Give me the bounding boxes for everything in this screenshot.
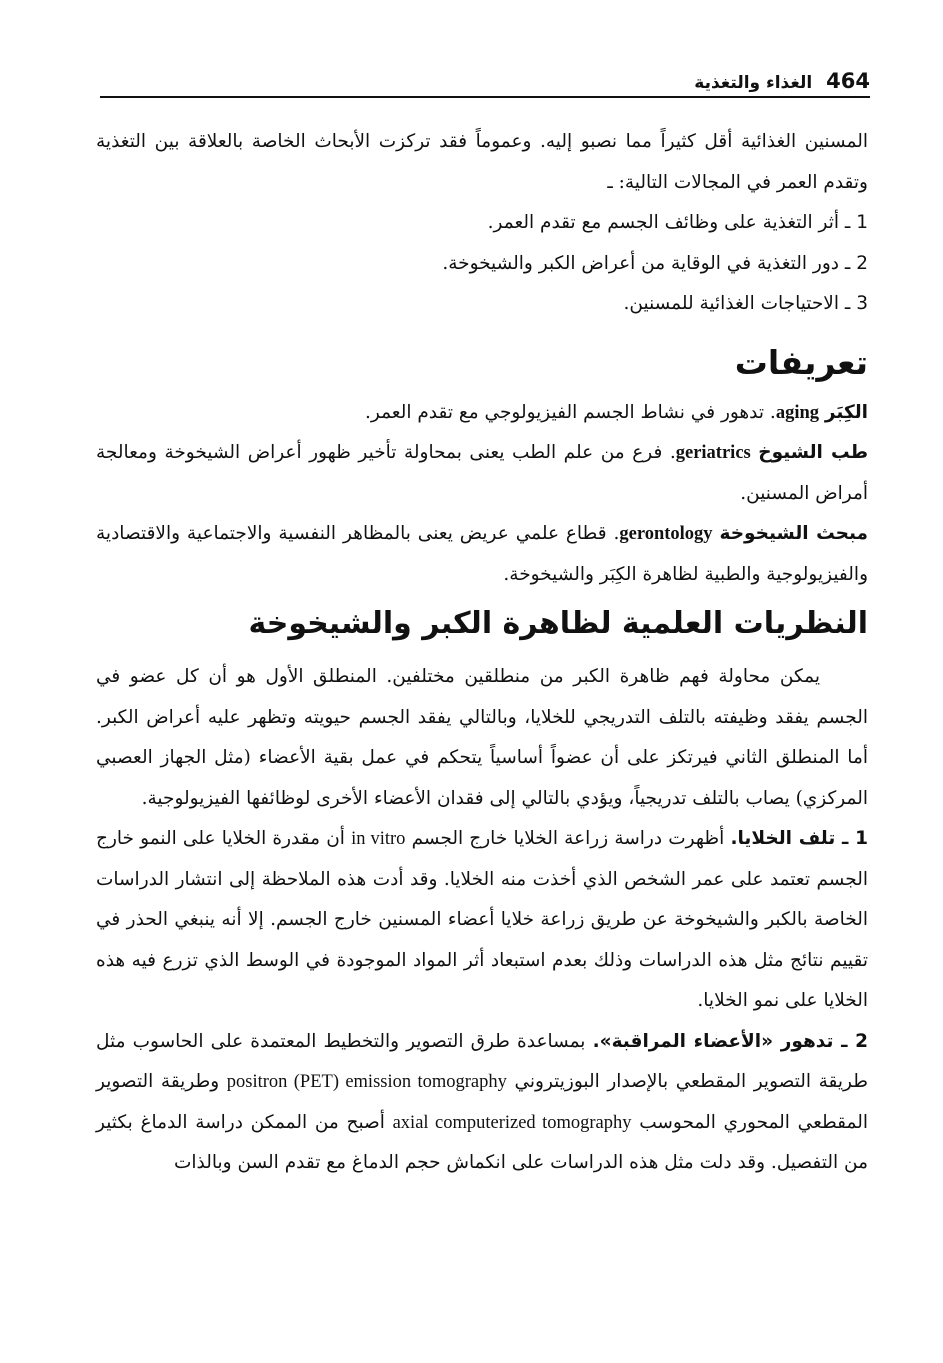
list-item-number: 2 ـ bbox=[844, 252, 868, 274]
latin-term: axial computerized tomography bbox=[392, 1112, 632, 1133]
definition-text: . تدهور في نشاط الجسم الفيزيولوجي مع تقدم العمر. bbox=[364, 401, 776, 423]
research-areas-list bbox=[96, 203, 868, 325]
definition-item bbox=[96, 393, 868, 434]
list-item-number: 1 ـ bbox=[844, 212, 868, 233]
definition-latin-term: geriatrics bbox=[675, 443, 751, 463]
theory-point-cell-damage bbox=[96, 819, 868, 1022]
theory-point-label: 1 ـ تلف الخلايا. bbox=[730, 828, 868, 849]
page-header bbox=[100, 58, 870, 98]
theory-point-text: أظهرت دراسة زراعة الخلايا خارج الجسم bbox=[405, 828, 731, 849]
latin-term: positron (PET) emission tomography bbox=[226, 1072, 507, 1092]
theory-point-text: أصبح من الممكن دراسة الدماغ بكثير من التفصيل. وقد دلت مثل هذه الدراسات على انكماش حجم الدماغ مع تقدم السن وبالذات bbox=[96, 1111, 868, 1173]
definition-item bbox=[96, 514, 868, 595]
page-body bbox=[96, 122, 868, 1184]
theory-point-text: بمساعدة طرق التصوير والتخطيط المعتمدة على الحاسوب مثل طريقة التصوير المقطعي بالإصدار البوزيتروني bbox=[96, 1030, 868, 1092]
theory-point-text: أن مقدرة الخلايا على النمو خارج الجسم تعتمد على عمر الشخص الذي أخذت منه الخلايا. وقد أدت هذه الملاحظة إلى انتشار الدراسات الخاصة بالكبر والشيخوخة عن طريق زراعة خلايا أعضاء المسنين خارج الجسم. إلا أنه ينبغي الحذر في تقييم نتائج مثل هذه الدراسات وذلك بعدم استبعاد أثر المواد الموجودة في الوسط الذي تزرع فيه هذه الخلايا على نمو الخلايا. bbox=[96, 828, 868, 1011]
definitions-list bbox=[96, 393, 868, 596]
definition-term: الكِبَر bbox=[824, 401, 868, 423]
definition-term: طب الشيوخ bbox=[758, 442, 869, 463]
definition-term: مبحث الشيخوخة bbox=[719, 523, 869, 544]
definitions-heading: تعريفات bbox=[734, 342, 868, 382]
list-item bbox=[96, 203, 868, 244]
definition-text: . قطاع علمي عريض يعنى بالمظاهر النفسية والاجتماعية والاقتصادية والفيزيولوجية والطبية لظاهرة الكِبَر والشيخوخة. bbox=[96, 523, 868, 585]
list-item bbox=[96, 284, 868, 325]
definition-text: . فرع من علم الطب يعنى بمحاولة تأخير ظهور أعراض الشيخوخة ومعالجة أمراض المسنين. bbox=[96, 442, 868, 504]
definition-latin-term: aging bbox=[775, 402, 819, 423]
definition-item bbox=[96, 433, 868, 514]
running-title: الغذاء والتغذية bbox=[694, 73, 813, 93]
list-item-text: الاحتياجات الغذائية للمسنين. bbox=[623, 293, 840, 314]
list-item-text: دور التغذية في الوقاية من أعراض الكبر والشيخوخة. bbox=[442, 252, 840, 274]
list-item bbox=[96, 244, 868, 285]
list-item-number: 3 ـ bbox=[844, 293, 868, 314]
intro-paragraph: المسنين الغذائية أقل كثيراً مما نصبو إليه. وعموماً فقد تركزت الأبحاث الخاصة بالعلاقة بين التغذية وتقدم العمر في المجالات التالية: ـ bbox=[96, 131, 868, 193]
latin-term: in vitro bbox=[351, 829, 406, 849]
page-number: 464 bbox=[826, 69, 870, 93]
theories-intro-paragraph: يمكن محاولة فهم ظاهرة الكبر من منطلقين مختلفين. المنطلق الأول هو أن كل عضو في الجسم يفقد وظيفته بالتلف التدريجي للخلايا، وبالتالي يفقد الجسم حيويته وتظهر عليه أعراض الكبر. أما المنطلق الثاني فيرتكز على أن عضواً أساسياً يتحكم في عمل بقية الأعضاء (مثل الجهاز العصبي المركزي) يصاب بالتلف تدريجياً، ويؤدي بالتالي إلى فقدان الأعضاء الأخرى لوظائفها الفيزيولوجية. bbox=[96, 666, 868, 809]
theory-point-control-organs bbox=[96, 1022, 868, 1184]
list-item-text: أثر التغذية على وظائف الجسم مع تقدم العمر. bbox=[487, 212, 840, 233]
theory-point-text: وطريقة التصوير المقطعي المحوري المحوسب bbox=[96, 1071, 868, 1133]
theories-heading: النظريات العلمية لظاهرة الكبر والشيخوخة bbox=[248, 606, 868, 641]
theory-point-label: 2 ـ تدهور «الأعضاء المراقبة». bbox=[592, 1030, 868, 1052]
definition-latin-term: gerontology bbox=[619, 524, 713, 544]
